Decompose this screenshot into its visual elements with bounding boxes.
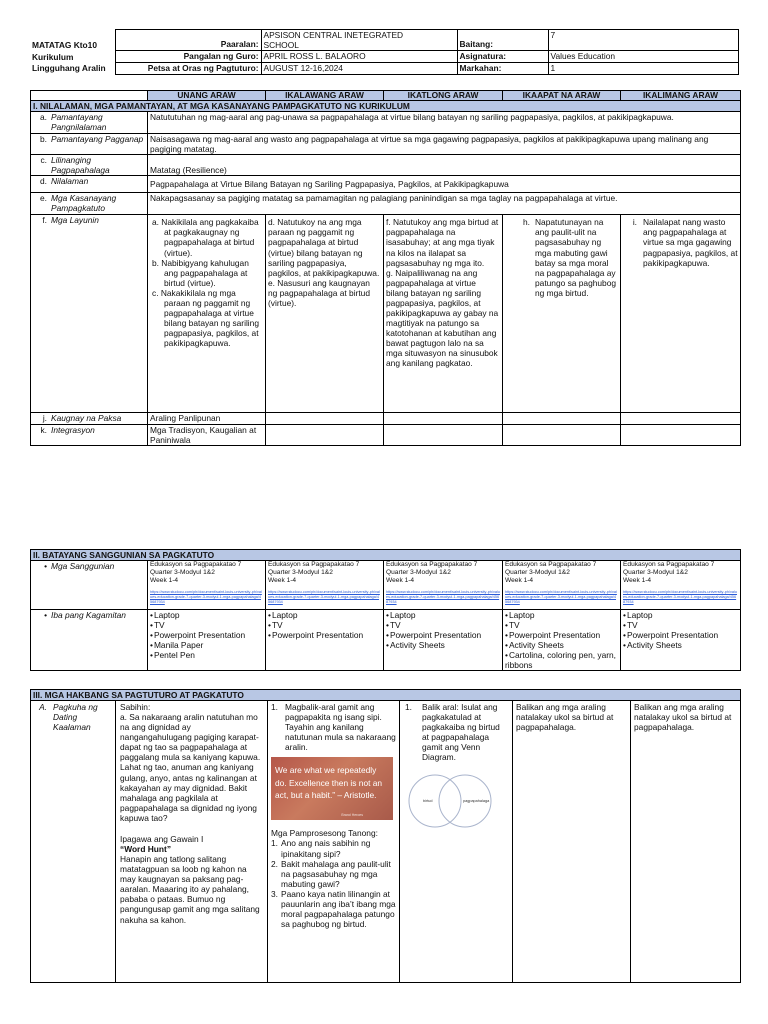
objectives-day4 bbox=[503, 215, 621, 413]
row-f-label bbox=[31, 215, 148, 413]
reference-link[interactable]: https://www.studocu.com/ph/document/saint-louis-university-ph/values-education-grade-7-quarter-3-modyul-1-mga-pagpapahalaga/45687934 bbox=[150, 589, 262, 604]
reference-quarter: Quarter 3-Modyul 1&2 bbox=[505, 568, 570, 576]
step-a-label: Pagkuha ng Dating Kaalaman bbox=[53, 702, 98, 733]
material-item: • Laptop bbox=[150, 610, 263, 620]
word-hunt-text: Hanapin ang tatlong salitang matatagpuan sa loob ng kahon na may kaugnayan sa paksang pag-aaralan. Maaaring ito ay pahalang, pababa o pataas. Bumuo ng pangungusap gamit ang mga salitang nakuha sa kahon. bbox=[120, 854, 260, 925]
step-a-day2 bbox=[268, 701, 400, 983]
reference-day4 bbox=[503, 561, 621, 610]
reference-link[interactable]: https://www.studocu.com/ph/document/saint-louis-university-ph/values-education-grade-7-quarter-3-modyul-1-mga-pagpapahalaga/45687934 bbox=[623, 589, 737, 604]
word-hunt-title: “Word Hunt” bbox=[120, 844, 172, 855]
sanggunian-label-cell bbox=[31, 561, 148, 610]
objective-i: Nailalapat nang wasto ang pagpapahalaga at virtue sa mga gagawing pagpapasiya, pagkilos, at pakikipagkapuwa. bbox=[643, 217, 738, 268]
reference-title: Edukasyon sa Pagpapakatao 7 bbox=[505, 561, 597, 568]
row-j-value: Araling Panlipunan bbox=[148, 413, 266, 425]
venn-right-label: pagpapahalaga bbox=[463, 799, 490, 804]
questions-title: Mga Pamprosesong Tanong: bbox=[271, 828, 378, 839]
row-b-letter: b. bbox=[40, 134, 47, 144]
day2-item-text: Magbalik-aral gamit ang pagpapakita ng isang sipi. Tayahin ang kanilang natutunan mula sa nakaraang aralin. bbox=[285, 702, 396, 753]
material-item: • Powerpoint Presentation bbox=[623, 630, 738, 640]
reference-week: Week 1-4 bbox=[505, 576, 534, 584]
step-a-day5: Balikan ang mga araling natalakay ukol sa birtud at pagpapahalaga. bbox=[631, 701, 741, 983]
material-item: • TV bbox=[505, 620, 618, 630]
kagamitan-label: Iba pang Kagamitan bbox=[51, 610, 126, 620]
petsa-label: Petsa at Oras ng Pagtuturo: bbox=[115, 63, 261, 75]
row-f-text: Mga Layunin bbox=[51, 215, 99, 226]
row-d-text: Nilalaman bbox=[51, 176, 89, 187]
material-item: • Laptop bbox=[268, 610, 381, 620]
gawain-label: Ipagawa ang Gawain I bbox=[120, 833, 204, 844]
material-item: • Laptop bbox=[505, 610, 618, 620]
material-item: • Laptop bbox=[386, 610, 500, 620]
materials-day1 bbox=[148, 610, 266, 671]
reference-quarter: Quarter 3-Modyul 1&2 bbox=[150, 568, 215, 576]
paaralan-label: Paaralan: bbox=[115, 30, 261, 51]
question-number: 2. bbox=[271, 858, 278, 869]
materials-day4 bbox=[503, 610, 621, 671]
sabihin-text: a. Sa nakaraang aralin natutuhan mo na ang dignidad ay nangangahulugang pagiging karapat-dapat ng tao sa pagpapahalaga at paggalang mula sa kaniyang kapuwa. Lahat ng tao, anuman ang kaniyang gulang, anyo, antas ng kalinangan at kakayahan ay may dignidad. Bakit mahalaga ang pagkilala at pagpapahalaga sa dignidad ng iyong kapuwa tao? bbox=[120, 712, 261, 823]
reference-link[interactable]: https://www.studocu.com/ph/document/saint-louis-university-ph/values-education-grade-7-quarter-3-modyul-1-mga-pagpapahalaga/45687934 bbox=[505, 589, 617, 604]
venn-circle-left bbox=[409, 775, 461, 827]
question-number: 1. bbox=[271, 838, 278, 849]
objectives-day5 bbox=[621, 215, 741, 413]
day3-item-text: Balik aral: Isulat ang pagkakatulad at pagkakaiba ng birtud at pagpapahalaga gamit ang Venn Diagram. bbox=[422, 702, 500, 763]
row-e-value: Nakapagsasanay sa pagiging matatag sa pamamagitan ng palagiang paninindigan sa mga taglay na pagpapahalaga at virtue. bbox=[148, 193, 741, 215]
row-e-label bbox=[31, 193, 148, 215]
row-e-letter: e. bbox=[40, 193, 47, 204]
day-header-blank bbox=[31, 91, 148, 101]
objective-c: c. Nakakikilala ng mga paraan ng paggamit ng pagpapahalaga at virtue bilang batayan ng sariling pagpapasiya, pagkilos, at pakikipagkapuwa. bbox=[152, 287, 259, 349]
material-item: • Laptop bbox=[623, 610, 738, 620]
section2-title: II. BATAYANG SANGGUNIAN SA PAGKATUTO bbox=[31, 550, 741, 561]
step-a-day4: Balikan ang mga araling natalakay ukol sa birtud at pagpapahalaga. bbox=[513, 701, 631, 983]
objective-a: a. Nakikilala ang pagkakaiba at pagkakaugnay ng pagpapahalaga at birtud (virtue). bbox=[152, 217, 259, 258]
row-b-value: Naisasagawa ng mag-aaral ang wasto ang pagpapahalaga at virtue sa mga gagawing pagpapasiya, pagkilos at pakikipagkapuwa upang malinang ang pagiging matatag. bbox=[148, 134, 741, 155]
row-c-label bbox=[31, 155, 148, 176]
baitang-label: Baitang: bbox=[457, 30, 548, 51]
objective-h-letter: h. bbox=[523, 217, 530, 228]
day-header-3: IKATLONG ARAW bbox=[384, 91, 503, 101]
sanggunian-bullet: • bbox=[44, 561, 47, 571]
reference-week: Week 1-4 bbox=[268, 576, 297, 584]
row-c-value: Matatag (Resilience) bbox=[148, 155, 741, 176]
petsa-value: AUGUST 12-16,2024 bbox=[261, 63, 457, 75]
objective-g: g. Naipaliliwanag na ang pagpapahalaga at virtue bilang batayan ng sariling pagpapasiya, pagkilos, at pakikipagkapuwa ay gabay na magtitiyak na patungo sa katotohanan at kabutihan ang bawat pagtugon lalo na sa mga situwasyon na sinusubok ang kanilang pagkatao. bbox=[386, 267, 499, 369]
paaralan-value-line2: SCHOOL bbox=[263, 40, 299, 50]
reference-link[interactable]: https://www.studocu.com/ph/document/saint-louis-university-ph/values-education-grade-7-quarter-3-modyul-1-mga-pagpapahalaga/45687934 bbox=[268, 589, 380, 604]
day-header-4: IKAAPAT NA ARAW bbox=[503, 91, 621, 101]
markahan-value: 1 bbox=[548, 63, 738, 75]
step-a-day3 bbox=[400, 701, 513, 983]
material-item: • TV bbox=[386, 620, 500, 630]
paaralan-value-line1: APSISON CENTRAL INETEGRATED bbox=[263, 30, 404, 40]
reference-day3 bbox=[384, 561, 503, 610]
question-3: Paano kaya natin lilinangin at pauunlarin ang iba’t ibang mga moral pagpapahalaga patungo sa paghubog ng birtud. bbox=[281, 888, 396, 930]
material-item: • TV bbox=[150, 620, 263, 630]
guro-value: APRIL ROSS L. BALAORO bbox=[261, 51, 457, 63]
objective-i-letter: i. bbox=[632, 217, 637, 228]
material-item: • Pentel Pen bbox=[150, 650, 263, 660]
objective-h: Napatutunayan na ang paulit-ulit na pagsasabuhay ng mga mabuting gawi batay sa mga moral na pagpapahalaga ay patungo sa paghubog ng mga birtud. bbox=[535, 217, 617, 298]
asignatura-label: Asignatura: bbox=[457, 51, 548, 63]
materials-day5 bbox=[621, 610, 741, 671]
reference-day1 bbox=[148, 561, 266, 610]
row-c-text: Lilinanging Pagpapahalaga bbox=[51, 155, 110, 176]
reference-title: Edukasyon sa Pagpapakatao 7 bbox=[386, 561, 478, 568]
section1-title: I. NILALAMAN, MGA PAMANTAYAN, AT MGA KASANAYANG PAMPAGKATUTO NG KURIKULUM bbox=[31, 101, 741, 112]
aristotle-quote-image bbox=[271, 757, 393, 820]
venn-left-label: birtud bbox=[423, 799, 433, 804]
material-item: • Powerpoint Presentation bbox=[505, 630, 618, 640]
row-k-label bbox=[31, 425, 148, 446]
materials-day3 bbox=[384, 610, 503, 671]
question-1: Ano ang nais sabihin ng ipinakitang sipi? bbox=[281, 838, 371, 859]
material-item: • Manila Paper bbox=[150, 640, 263, 650]
row-b-text: Pamantayang Pagganap bbox=[51, 134, 144, 144]
row-d-value: Pagpapahalaga at Virtue Bilang Batayan ng Sariling Pagpapasiya, Pagkilos, at Pakikipagkapuwa bbox=[148, 176, 741, 193]
baitang-value: 7 bbox=[548, 30, 738, 51]
row-j-label bbox=[31, 413, 148, 425]
objective-d: d. Natutukoy na ang mga paraan ng paggamit ng pagpapahalaga at birtud (virtue) bilang batayan ng sariling pagpapasiya, pagkilos, at pakikipagkapuwa. bbox=[268, 217, 380, 278]
day3-item-number: 1. bbox=[405, 702, 412, 712]
material-item: • Powerpoint Presentation bbox=[150, 630, 263, 640]
guro-label: Pangalan ng Guro: bbox=[115, 51, 261, 63]
objective-f: f. Natutukoy ang mga birtud at pagpapahalaga na isasabuhay; at ang mga tiyak na kilos na ilalapat sa pagsasabuhay ng mga ito. bbox=[386, 217, 499, 268]
reference-title: Edukasyon sa Pagpapakatao 7 bbox=[268, 561, 360, 568]
reference-link[interactable]: https://www.studocu.com/ph/document/saint-louis-university-ph/values-education-grade-7-quarter-3-modyul-1-mga-pagpapahalaga/45687934 bbox=[386, 589, 500, 604]
section2-table bbox=[30, 549, 741, 671]
row-f-letter: f. bbox=[42, 215, 47, 226]
day-header-1: UNANG ARAW bbox=[148, 91, 266, 101]
row-a-label bbox=[31, 112, 148, 134]
reference-quarter: Quarter 3-Modyul 1&2 bbox=[386, 568, 451, 576]
curriculum-line-1: MATATAG Kto10 bbox=[32, 40, 97, 50]
reference-week: Week 1-4 bbox=[386, 576, 415, 584]
header-table bbox=[30, 29, 739, 75]
curriculum-line-3: Lingguhang Aralin bbox=[32, 63, 106, 73]
material-item: • Activity Sheets bbox=[386, 640, 500, 650]
row-k-text: Integrasyon bbox=[51, 425, 95, 436]
objective-b: b. Nabibigyang kahulugan ang pagpapahalaga at birtud (virtue). bbox=[152, 257, 249, 288]
sanggunian-label: Mga Sanggunian bbox=[51, 561, 115, 571]
row-d-label bbox=[31, 176, 148, 193]
curriculum-line-2: Kurikulum bbox=[32, 51, 74, 62]
row-c-letter: c. bbox=[40, 155, 47, 166]
row-k-value: Mga Tradisyon, Kaugalian at Paniniwala bbox=[148, 425, 266, 446]
material-item: • TV bbox=[268, 620, 381, 630]
material-item: • Activity Sheets bbox=[623, 640, 738, 650]
step-a-label-cell bbox=[31, 701, 116, 983]
kagamitan-bullet: • bbox=[44, 610, 47, 620]
reference-title: Edukasyon sa Pagpapakatao 7 bbox=[623, 561, 715, 568]
step-a-letter: A. bbox=[39, 702, 47, 712]
objectives-day3 bbox=[384, 215, 503, 413]
row-a-value: Natututuhan ng mag-aaral ang pag-unawa sa pagpapahalaga at virtue bilang batayan ng sariling pagpapasiya, pagkilos, at pakikipagkapuwa. bbox=[148, 112, 741, 134]
row-j-letter: j. bbox=[42, 413, 47, 424]
quote-text: We are what we repeatedly do. Excellence then is not an act, but a habit.” – Aristotle. bbox=[275, 765, 383, 800]
question-2: Bakit mahalaga ang paulit-ulit na pagsasabuhay ng mga mabuting gawi? bbox=[281, 858, 391, 889]
row-d-letter: d. bbox=[40, 176, 47, 187]
material-item: • Powerpoint Presentation bbox=[386, 630, 500, 640]
paaralan-value bbox=[261, 30, 457, 51]
section3-table bbox=[30, 689, 741, 983]
day-header-5: IKALIMANG ARAW bbox=[621, 91, 741, 101]
section3-title: III. MGA HAKBANG SA PAGTUTURO AT PAGKATUTO bbox=[31, 690, 741, 701]
reference-quarter: Quarter 3-Modyul 1&2 bbox=[268, 568, 333, 576]
material-item: • Cartolina, coloring pen, yarn, ribbons bbox=[505, 650, 618, 670]
quote-watermark: Brand Heroes bbox=[341, 813, 363, 818]
reference-quarter: Quarter 3-Modyul 1&2 bbox=[623, 568, 688, 576]
asignatura-value: Values Education bbox=[548, 51, 738, 63]
day-header-2: IKALAWANG ARAW bbox=[266, 91, 384, 101]
reference-day2 bbox=[266, 561, 384, 610]
venn-diagram bbox=[405, 772, 495, 830]
row-b-label bbox=[31, 134, 148, 155]
step-a-day1 bbox=[116, 701, 268, 983]
sabihin-label: Sabihin: bbox=[120, 702, 151, 712]
row-a-text: Pamantayang Pangnilalaman bbox=[51, 112, 107, 133]
materials-day2 bbox=[266, 610, 384, 671]
curriculum-title bbox=[30, 30, 115, 75]
material-item: • Powerpoint Presentation bbox=[268, 630, 381, 640]
reference-day5 bbox=[621, 561, 741, 610]
section1-table bbox=[30, 90, 741, 446]
reference-week: Week 1-4 bbox=[623, 576, 652, 584]
kagamitan-label-cell bbox=[31, 610, 148, 671]
row-k-letter: k. bbox=[40, 425, 47, 436]
objective-e: e. Nasusuri ang kaugnayan ng pagpapahalaga at birtud (virtue). bbox=[268, 277, 370, 308]
reference-title: Edukasyon sa Pagpapakatao 7 bbox=[150, 561, 242, 568]
material-item: • Activity Sheets bbox=[505, 640, 618, 650]
day2-item-number: 1. bbox=[271, 702, 278, 712]
objectives-day2 bbox=[266, 215, 384, 413]
objectives-day1 bbox=[148, 215, 266, 413]
question-number: 3. bbox=[271, 888, 278, 899]
markahan-label: Markahan: bbox=[457, 63, 548, 75]
reference-week: Week 1-4 bbox=[150, 576, 179, 584]
row-e-text: Mga Kasanayang Pampagkatuto bbox=[51, 193, 117, 214]
material-item: • TV bbox=[623, 620, 738, 630]
row-a-letter: a. bbox=[40, 112, 47, 122]
row-j-text: Kaugnay na Paksa bbox=[51, 413, 122, 424]
